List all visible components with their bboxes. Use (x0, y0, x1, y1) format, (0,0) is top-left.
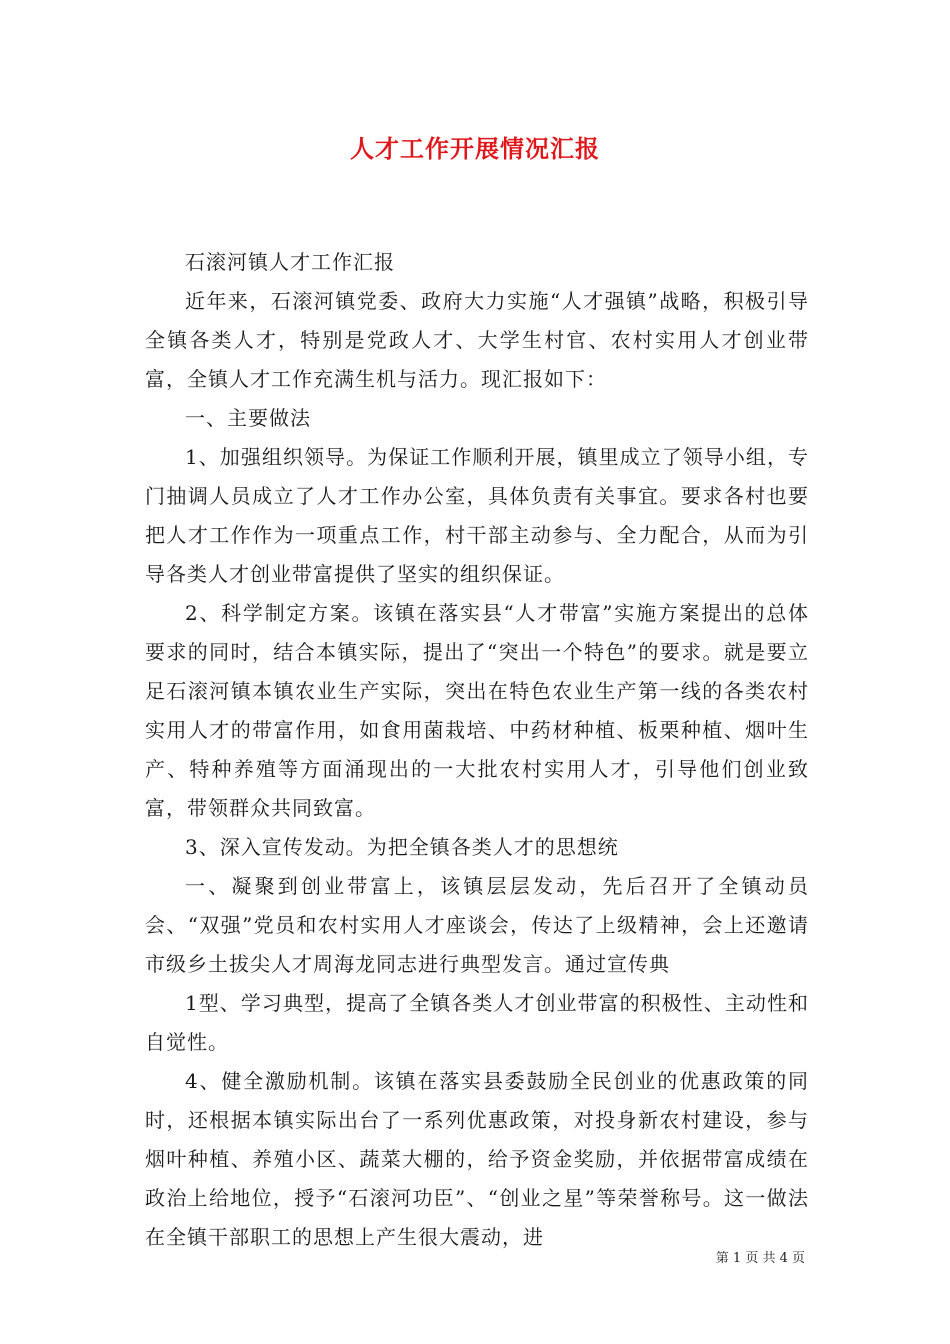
document-title: 人才工作开展情况汇报 (350, 134, 600, 163)
paragraph-item-2: 2、科学制定方案。该镇在落实县“人才带富”实施方案提出的总体要求的同时，结合本镇实际，提出了“突出一个特色”的要求。就是要立足石滚河镇本镇农业生产实际，突出在特色农业生产第一线的各类农村实用人才的带富作用，如食用菌栽培、中药材种植、板栗种植、烟叶生产、特种养殖等方面涌现出的一大批农村实用人才，引导他们创业致富，带领群众共同致富。 (145, 601, 809, 820)
paragraph-item-3: 3、深入宣传发动。为把全镇各类人才的思想统 (185, 835, 619, 859)
paragraph-intro: 近年来，石滚河镇党委、政府大力实施“人才强镇”战略，积极引导全镇各类人才，特别是党政人才、大学生村官、农村实用人才创业带富，全镇人才工作充满生机与活力。现汇报如下： (145, 289, 809, 391)
document-body (145, 243, 809, 1257)
paragraph-item-3-continued: 一、凝聚到创业带富上，该镇层层发动，先后召开了全镇动员会、“双强”党员和农村实用人才座谈会，传达了上级精神，会上还邀请市级乡土拔尖人才周海龙同志进行典型发言。通过宣传典 (145, 874, 809, 976)
paragraph-item-1: 1、加强组织领导。为保证工作顺利开展，镇里成立了领导小组，专门抽调人员成立了人才工作办公室，具体负责有关事宜。要求各村也要把人才工作作为一项重点工作，村干部主动参与、全力配合，从而为引导各类人才创业带富提供了坚实的组织保证。 (145, 445, 809, 586)
paragraph-item-4: 4、健全激励机制。该镇在落实县委鼓励全民创业的优惠政策的同时，还根据本镇实际出台了一系列优惠政策，对投身新农村建设，参与烟叶种植、养殖小区、蔬菜大棚的，给予资金奖励，并依据带富成绩在政治上给地位，授予“石滚河功臣”、“创业之星”等荣誉称号。这一做法在全镇干部职工的思想上产生很大震动，进 (145, 1069, 809, 1249)
paragraph-subtitle: 石滚河镇人才工作汇报 (185, 250, 395, 274)
paragraph-item-3-end: 1型、学习典型，提高了全镇各类人才创业带富的积极性、主动性和自觉性。 (145, 991, 809, 1054)
page-number-footer: 第 1 页 共 4 页 (715, 1251, 805, 1266)
section-heading-main-measures: 一、主要做法 (185, 406, 311, 430)
